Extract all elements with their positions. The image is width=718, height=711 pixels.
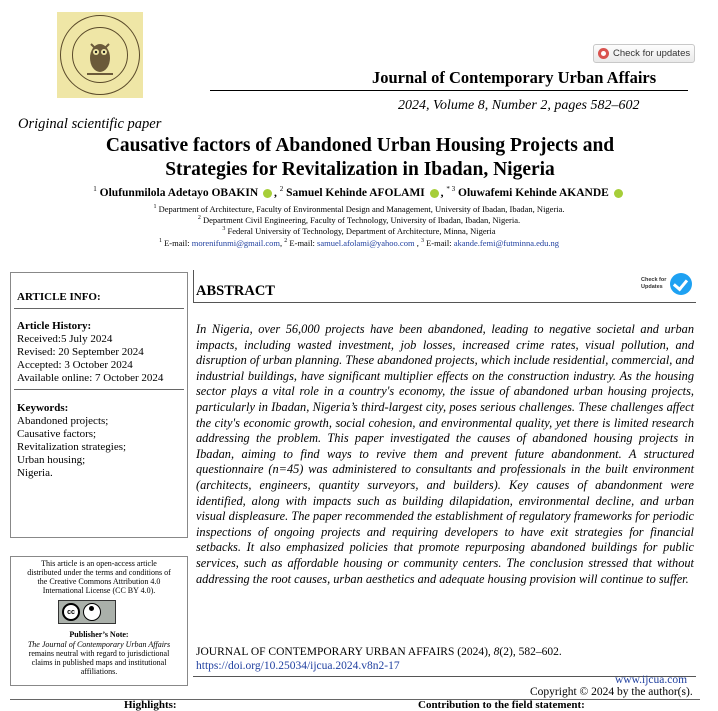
email-label: E-mail:	[164, 238, 190, 248]
copyright: Copyright © 2024 by the author(s).	[530, 686, 693, 698]
history-label: Article History:	[17, 320, 92, 332]
check-for-updates-badge-label: Check for Updates	[641, 277, 667, 290]
affiliation-sup: 3	[222, 226, 226, 233]
article-title	[20, 134, 700, 182]
section-divider	[10, 699, 700, 700]
contribution-heading: Contribution to the field statement:	[418, 699, 585, 711]
doi-link[interactable]: https://doi.org/10.25034/ijcua.2024.v8n2-17	[196, 660, 400, 672]
affiliation	[0, 226, 718, 236]
email-link[interactable]: morenifunmi@gmail.com	[191, 238, 281, 248]
abstract-frame	[193, 270, 194, 302]
divider	[14, 389, 184, 390]
orcid-icon[interactable]	[614, 189, 623, 198]
email-label: E-mail:	[426, 238, 452, 248]
affiliation-sup: 1	[153, 204, 157, 211]
affiliation-text: Department of Architecture, Faculty of Environmental Design and Management, University of Ibadan, Ibadan, Nigeria.	[158, 204, 565, 214]
journal-title: Journal of Contemporary Urban Affairs	[372, 68, 657, 87]
author-sup: 2	[279, 185, 284, 193]
check-for-updates-button[interactable]	[593, 44, 695, 63]
website-link[interactable]: www.ijcua.com	[615, 674, 688, 686]
keyword: Urban housing;	[17, 454, 86, 466]
author-name[interactable]: Olufunmilola Adetayo OBAKIN	[99, 186, 259, 199]
abstract-divider	[193, 302, 696, 303]
article-info-heading: ARTICLE INFO:	[17, 291, 101, 303]
license-text: This article is an open-access article distributed under the terms and conditions of the Creative Commons Attribution 4.0 International License (CC BY 4.0).	[27, 559, 171, 595]
affiliation-sup: 2	[197, 215, 201, 222]
keyword: Causative factors;	[17, 428, 97, 440]
owl-icon	[57, 12, 143, 98]
orcid-icon[interactable]	[263, 189, 272, 198]
title-line-1: Causative factors of Abandoned Urban Housing Projects and	[105, 135, 615, 156]
affiliation	[0, 204, 718, 214]
email-link[interactable]: samuel.afolami@yahoo.com	[317, 238, 415, 248]
email-link[interactable]: akande.femi@futminna.edu.ng	[453, 238, 560, 248]
checkmark-icon	[670, 273, 692, 295]
author-list: $^1$ Olufunmilola Adetayo OBAKIN , $^2$ Samuel Kehinde AFOLAMI , $^{* 3}$ Oluwafemi Kehinde AKANDE	[24, 185, 694, 199]
affiliation	[0, 215, 718, 225]
keyword: Nigeria.	[17, 467, 53, 479]
author-name[interactable]: Samuel Kehinde AFOLAMI	[286, 186, 425, 199]
abstract-text: In Nigeria, over 56,000 projects have been abandoned, leading to negative societal and urban impacts, including wasted investment, job losses, increased crime rates, visual pollution, and disruption of urban planning. These abandoned projects, which include residential, commercial, and industrial buildings, have significant multiplier effects on the construction industry. As the housing sector plays a vital role in a country's economy, the issue of abandoned urban housing projects, particularly in Ibadan, Nigeria’s third-largest city, poses serious challenges. These challenges affect the city's economic growth, social cohesion, and environmental quality, yet there is limited research addressing the problem. This paper investigated the causes of abandoned housing projects in Ibadan, aiming to find ways to revive them and prevent future abandonment. A structured questionnaire (n=45) was administered to consultants and professionals in the built environment (architects, engineers, quantity surveyors, and builders). Key causes of abandonment were identified, along with impacts such as building dilapidation, environmental decline, and urban visual displeasure. The paper recommended the establishment of regulatory frameworks for periodic inspections of ongoing projects and requiring developers to have exit strategies for financial setbacks. It also emphasized policies that promote repurposing abandoned buildings for public services, such as affordable housing or community centers. The conclusion stressed that without addressing the root causes, urban aesthetics and adequate housing provision will continue to suffer.	[196, 322, 694, 586]
author-sup: 1	[93, 185, 97, 193]
abstract-heading: ABSTRACT	[196, 283, 275, 299]
publisher-note-label: Publisher’s Note:	[69, 630, 129, 639]
by-icon	[83, 603, 101, 621]
publisher-note: The Journal of Contemporary Urban Affairs remains neutral with regard to jurisdictional claims in published maps and institutional affiliations.	[27, 640, 171, 676]
journal-logo	[57, 12, 143, 98]
cc-by-badge[interactable]	[58, 600, 116, 624]
article-type: Original scientific paper	[18, 116, 162, 132]
check-for-updates-label: Check for updates	[613, 48, 691, 59]
author-name[interactable]: Oluwafemi Kehinde AKANDE	[458, 186, 609, 199]
email-line: $^1$ E-mail: morenifunmi@gmail.com, $^2$ E-mail: samuel.afolami@yahoo.com , $^3$ E-mail: akande.femi@futminna.edu.ng	[158, 238, 560, 248]
email-label: E-mail:	[289, 238, 315, 248]
title-line-2: Strategies for Revitalization in Ibadan, Nigeria	[165, 159, 555, 180]
history-item: Available online: 7 October 2024	[17, 372, 164, 384]
affiliation-text: Federal University of Technology, Department of Architecture, Minna, Nigeria	[227, 226, 496, 236]
history-item: Revised: 20 September 2024	[17, 346, 144, 358]
keyword: Revitalization strategies;	[17, 441, 127, 453]
divider	[14, 308, 184, 309]
journal-issue-info: 2024, Volume 8, Number 2, pages 582–602	[398, 98, 640, 113]
author-sup: * 3	[446, 185, 456, 193]
keywords-label: Keywords:	[17, 402, 69, 414]
update-icon	[598, 48, 609, 59]
history-item: Accepted: 3 October 2024	[17, 359, 133, 371]
cc-icon: cc	[62, 603, 80, 621]
citation: JOURNAL OF CONTEMPORARY URBAN AFFAIRS (2024), 8(2), 582–602.	[196, 646, 562, 658]
history-item: Received:5 July 2024	[17, 333, 113, 345]
keyword: Abandoned projects;	[17, 415, 109, 427]
check-for-updates-badge[interactable]	[641, 273, 693, 297]
affiliation-text: Department Civil Engineering, Faculty of Technology, University of Ibadan, Ibadan, Nigeria.	[203, 215, 521, 225]
orcid-icon[interactable]	[430, 189, 439, 198]
header-divider	[210, 90, 688, 91]
highlights-heading: Highlights:	[124, 699, 177, 711]
